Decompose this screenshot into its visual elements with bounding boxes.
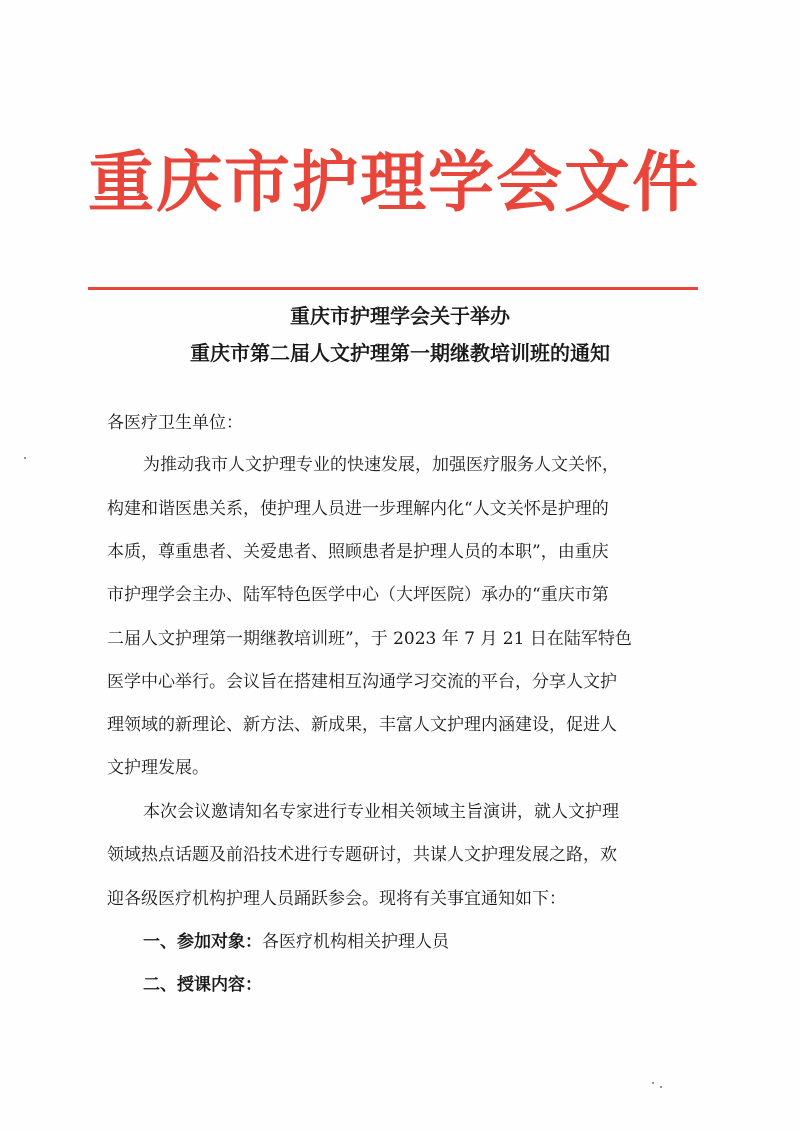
paragraph-1-line: 理领域的新理论、新方法、新成果，丰富人文护理内涵建设，促进人 xyxy=(107,715,617,735)
section-participants-text: 各医疗机构相关护理人员 xyxy=(262,932,449,952)
paragraph-2-line: 领域热点话题及前沿技术进行专题研讨，共谋人文护理发展之路，欢 xyxy=(107,845,617,865)
notice-title-line-1: 重庆市护理学会关于举办 xyxy=(290,304,510,328)
section-course-content xyxy=(143,972,262,998)
scan-speck xyxy=(660,1086,662,1088)
notice-title-line-2: 重庆市第二届人文护理第一期继教培训班的通知 xyxy=(190,341,610,365)
paragraph-2-line: 本次会议邀请知名专家进行专业相关领域主旨演讲，就人文护理 xyxy=(143,802,619,822)
paragraph-1-line: 医学中心举行。会议旨在搭建相互沟通学习交流的平台，分享人文护 xyxy=(107,672,617,692)
paragraph-1-line: 构建和谐医患关系，使护理人员进一步理解内化“人文关怀是护理的 xyxy=(107,499,609,519)
section-course-content-label: 二、授课内容： xyxy=(143,975,262,995)
section-participants-label: 一、参加对象： xyxy=(143,932,262,952)
paragraph-1-line: 本质，尊重患者、关爱患者、照顾患者是护理人员的本职”，由重庆 xyxy=(107,542,609,562)
scan-speck xyxy=(652,1082,654,1084)
paragraph-2-line: 迎各级医疗机构护理人员踊跃参会。现将有关事宜通知如下： xyxy=(107,889,566,909)
letterhead-title: 重庆市护理学会文件 xyxy=(88,143,700,221)
paragraph-1-line: 为推动我市人文护理专业的快速发展，加强医疗服务人文关怀， xyxy=(143,455,619,475)
section-participants xyxy=(143,929,449,955)
paragraph-1-line: 市护理学会主办、陆军特色医学中心（大坪医院）承办的“重庆市第 xyxy=(107,585,609,605)
paragraph-1-line: 二届人文护理第一期继教培训班”，于 2023 年 7 月 21 日在陆军特色 xyxy=(107,629,632,649)
paragraph-1-line: 文护理发展。 xyxy=(107,758,209,778)
salutation: 各医疗卫生单位： xyxy=(107,413,243,433)
scan-speck xyxy=(24,457,26,459)
letterhead-red-rule xyxy=(88,287,698,290)
